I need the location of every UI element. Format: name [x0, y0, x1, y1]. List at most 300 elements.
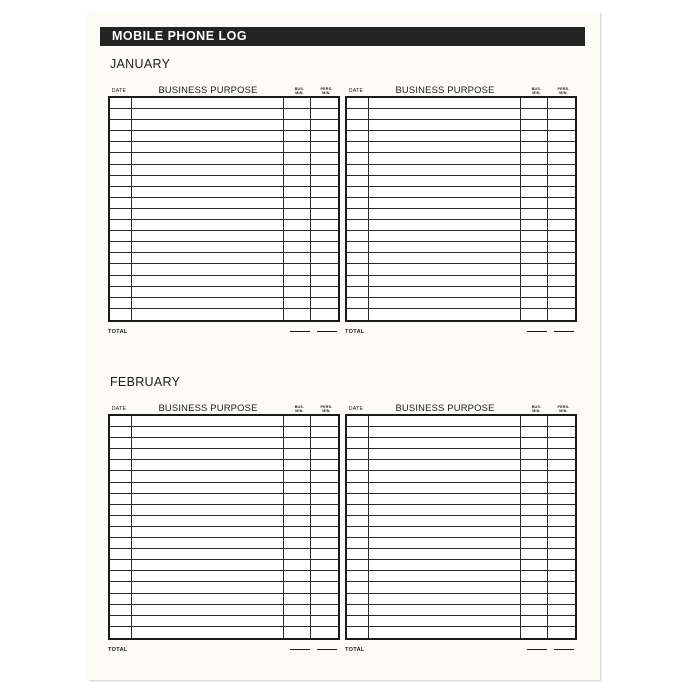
business-purpose-cell[interactable]: [132, 516, 284, 526]
date-cell[interactable]: [110, 505, 132, 515]
pers-min-cell[interactable]: [311, 460, 338, 470]
pers-min-cell[interactable]: [548, 527, 575, 537]
business-purpose-cell[interactable]: [132, 153, 284, 163]
bus-min-cell[interactable]: [284, 109, 311, 119]
business-purpose-cell[interactable]: [132, 594, 284, 604]
pers-min-cell[interactable]: [548, 494, 575, 504]
total-pers-min-blank[interactable]: [313, 649, 340, 650]
pers-min-cell[interactable]: [311, 571, 338, 581]
date-cell[interactable]: [347, 153, 369, 163]
pers-min-cell[interactable]: [311, 209, 338, 219]
date-cell[interactable]: [347, 131, 369, 141]
business-purpose-cell[interactable]: [132, 220, 284, 230]
business-purpose-cell[interactable]: [132, 231, 284, 241]
bus-min-cell[interactable]: [284, 471, 311, 481]
business-purpose-cell[interactable]: [132, 276, 284, 286]
pers-min-cell[interactable]: [311, 494, 338, 504]
pers-min-cell[interactable]: [548, 549, 575, 559]
pers-min-cell[interactable]: [548, 109, 575, 119]
bus-min-cell[interactable]: [521, 165, 548, 175]
bus-min-cell[interactable]: [521, 98, 548, 108]
business-purpose-cell[interactable]: [369, 220, 521, 230]
bus-min-cell[interactable]: [521, 616, 548, 626]
business-purpose-cell[interactable]: [369, 516, 521, 526]
date-cell[interactable]: [110, 120, 132, 130]
business-purpose-cell[interactable]: [132, 616, 284, 626]
total-pers-min-blank[interactable]: [313, 331, 340, 332]
pers-min-cell[interactable]: [311, 109, 338, 119]
pers-min-cell[interactable]: [548, 242, 575, 252]
date-cell[interactable]: [347, 109, 369, 119]
business-purpose-cell[interactable]: [132, 416, 284, 426]
date-cell[interactable]: [110, 298, 132, 308]
bus-min-cell[interactable]: [521, 287, 548, 297]
pers-min-cell[interactable]: [548, 309, 575, 320]
date-cell[interactable]: [347, 594, 369, 604]
pers-min-cell[interactable]: [548, 460, 575, 470]
bus-min-cell[interactable]: [284, 209, 311, 219]
business-purpose-cell[interactable]: [132, 142, 284, 152]
bus-min-cell[interactable]: [521, 582, 548, 592]
business-purpose-cell[interactable]: [369, 198, 521, 208]
pers-min-cell[interactable]: [548, 560, 575, 570]
business-purpose-cell[interactable]: [369, 438, 521, 448]
total-bus-min-blank[interactable]: [286, 331, 313, 332]
bus-min-cell[interactable]: [284, 220, 311, 230]
bus-min-cell[interactable]: [284, 298, 311, 308]
bus-min-cell[interactable]: [284, 516, 311, 526]
date-cell[interactable]: [110, 538, 132, 548]
date-cell[interactable]: [110, 231, 132, 241]
bus-min-cell[interactable]: [284, 187, 311, 197]
bus-min-cell[interactable]: [521, 560, 548, 570]
business-purpose-cell[interactable]: [132, 120, 284, 130]
business-purpose-cell[interactable]: [132, 176, 284, 186]
business-purpose-cell[interactable]: [132, 198, 284, 208]
business-purpose-cell[interactable]: [132, 209, 284, 219]
pers-min-cell[interactable]: [548, 571, 575, 581]
pers-min-cell[interactable]: [311, 438, 338, 448]
bus-min-cell[interactable]: [521, 516, 548, 526]
pers-min-cell[interactable]: [311, 287, 338, 297]
business-purpose-cell[interactable]: [369, 571, 521, 581]
pers-min-cell[interactable]: [548, 220, 575, 230]
date-cell[interactable]: [110, 594, 132, 604]
bus-min-cell[interactable]: [521, 264, 548, 274]
business-purpose-cell[interactable]: [369, 98, 521, 108]
date-cell[interactable]: [110, 438, 132, 448]
bus-min-cell[interactable]: [521, 494, 548, 504]
business-purpose-cell[interactable]: [369, 460, 521, 470]
date-cell[interactable]: [110, 98, 132, 108]
bus-min-cell[interactable]: [284, 483, 311, 493]
business-purpose-cell[interactable]: [132, 287, 284, 297]
date-cell[interactable]: [347, 527, 369, 537]
pers-min-cell[interactable]: [311, 627, 338, 638]
pers-min-cell[interactable]: [311, 594, 338, 604]
business-purpose-cell[interactable]: [369, 616, 521, 626]
date-cell[interactable]: [110, 449, 132, 459]
business-purpose-cell[interactable]: [369, 427, 521, 437]
bus-min-cell[interactable]: [521, 438, 548, 448]
bus-min-cell[interactable]: [284, 309, 311, 320]
bus-min-cell[interactable]: [521, 416, 548, 426]
business-purpose-cell[interactable]: [369, 483, 521, 493]
pers-min-cell[interactable]: [311, 165, 338, 175]
business-purpose-cell[interactable]: [132, 242, 284, 252]
date-cell[interactable]: [110, 582, 132, 592]
business-purpose-cell[interactable]: [132, 109, 284, 119]
bus-min-cell[interactable]: [284, 231, 311, 241]
bus-min-cell[interactable]: [284, 449, 311, 459]
business-purpose-cell[interactable]: [132, 449, 284, 459]
bus-min-cell[interactable]: [521, 176, 548, 186]
bus-min-cell[interactable]: [284, 98, 311, 108]
bus-min-cell[interactable]: [284, 494, 311, 504]
business-purpose-cell[interactable]: [132, 560, 284, 570]
pers-min-cell[interactable]: [311, 538, 338, 548]
date-cell[interactable]: [110, 220, 132, 230]
pers-min-cell[interactable]: [548, 287, 575, 297]
date-cell[interactable]: [110, 460, 132, 470]
date-cell[interactable]: [347, 187, 369, 197]
pers-min-cell[interactable]: [548, 276, 575, 286]
bus-min-cell[interactable]: [284, 627, 311, 638]
business-purpose-cell[interactable]: [132, 131, 284, 141]
date-cell[interactable]: [347, 438, 369, 448]
bus-min-cell[interactable]: [521, 460, 548, 470]
date-cell[interactable]: [347, 582, 369, 592]
date-cell[interactable]: [347, 427, 369, 437]
date-cell[interactable]: [110, 627, 132, 638]
date-cell[interactable]: [347, 198, 369, 208]
business-purpose-cell[interactable]: [132, 582, 284, 592]
date-cell[interactable]: [110, 165, 132, 175]
date-cell[interactable]: [347, 616, 369, 626]
pers-min-cell[interactable]: [311, 142, 338, 152]
pers-min-cell[interactable]: [548, 165, 575, 175]
bus-min-cell[interactable]: [284, 416, 311, 426]
date-cell[interactable]: [110, 494, 132, 504]
date-cell[interactable]: [110, 287, 132, 297]
date-cell[interactable]: [110, 571, 132, 581]
business-purpose-cell[interactable]: [369, 142, 521, 152]
business-purpose-cell[interactable]: [369, 242, 521, 252]
pers-min-cell[interactable]: [548, 187, 575, 197]
date-cell[interactable]: [347, 309, 369, 320]
pers-min-cell[interactable]: [548, 438, 575, 448]
date-cell[interactable]: [110, 242, 132, 252]
total-bus-min-blank[interactable]: [286, 649, 313, 650]
pers-min-cell[interactable]: [311, 298, 338, 308]
pers-min-cell[interactable]: [548, 627, 575, 638]
date-cell[interactable]: [347, 483, 369, 493]
bus-min-cell[interactable]: [284, 264, 311, 274]
total-bus-min-blank[interactable]: [523, 649, 550, 650]
bus-min-cell[interactable]: [521, 131, 548, 141]
date-cell[interactable]: [110, 176, 132, 186]
date-cell[interactable]: [110, 198, 132, 208]
bus-min-cell[interactable]: [521, 109, 548, 119]
business-purpose-cell[interactable]: [369, 153, 521, 163]
bus-min-cell[interactable]: [521, 427, 548, 437]
bus-min-cell[interactable]: [284, 142, 311, 152]
pers-min-cell[interactable]: [311, 264, 338, 274]
pers-min-cell[interactable]: [311, 605, 338, 615]
pers-min-cell[interactable]: [548, 264, 575, 274]
date-cell[interactable]: [110, 549, 132, 559]
bus-min-cell[interactable]: [521, 605, 548, 615]
date-cell[interactable]: [347, 220, 369, 230]
business-purpose-cell[interactable]: [369, 309, 521, 320]
business-purpose-cell[interactable]: [132, 98, 284, 108]
business-purpose-cell[interactable]: [369, 538, 521, 548]
bus-min-cell[interactable]: [284, 287, 311, 297]
bus-min-cell[interactable]: [284, 176, 311, 186]
date-cell[interactable]: [110, 153, 132, 163]
pers-min-cell[interactable]: [311, 220, 338, 230]
business-purpose-cell[interactable]: [369, 209, 521, 219]
bus-min-cell[interactable]: [284, 198, 311, 208]
date-cell[interactable]: [347, 560, 369, 570]
date-cell[interactable]: [347, 549, 369, 559]
pers-min-cell[interactable]: [311, 253, 338, 263]
bus-min-cell[interactable]: [521, 309, 548, 320]
bus-min-cell[interactable]: [284, 165, 311, 175]
bus-min-cell[interactable]: [521, 120, 548, 130]
date-cell[interactable]: [110, 264, 132, 274]
date-cell[interactable]: [347, 231, 369, 241]
date-cell[interactable]: [347, 505, 369, 515]
total-pers-min-blank[interactable]: [550, 331, 577, 332]
date-cell[interactable]: [347, 449, 369, 459]
pers-min-cell[interactable]: [548, 198, 575, 208]
date-cell[interactable]: [110, 187, 132, 197]
pers-min-cell[interactable]: [311, 231, 338, 241]
pers-min-cell[interactable]: [548, 582, 575, 592]
business-purpose-cell[interactable]: [369, 471, 521, 481]
bus-min-cell[interactable]: [521, 276, 548, 286]
pers-min-cell[interactable]: [548, 505, 575, 515]
bus-min-cell[interactable]: [521, 231, 548, 241]
date-cell[interactable]: [110, 253, 132, 263]
bus-min-cell[interactable]: [521, 594, 548, 604]
bus-min-cell[interactable]: [521, 505, 548, 515]
pers-min-cell[interactable]: [548, 538, 575, 548]
date-cell[interactable]: [347, 416, 369, 426]
pers-min-cell[interactable]: [311, 120, 338, 130]
pers-min-cell[interactable]: [311, 276, 338, 286]
date-cell[interactable]: [110, 560, 132, 570]
business-purpose-cell[interactable]: [132, 460, 284, 470]
business-purpose-cell[interactable]: [369, 560, 521, 570]
pers-min-cell[interactable]: [548, 120, 575, 130]
bus-min-cell[interactable]: [521, 483, 548, 493]
business-purpose-cell[interactable]: [369, 527, 521, 537]
pers-min-cell[interactable]: [311, 582, 338, 592]
bus-min-cell[interactable]: [284, 616, 311, 626]
date-cell[interactable]: [347, 516, 369, 526]
pers-min-cell[interactable]: [311, 616, 338, 626]
pers-min-cell[interactable]: [311, 527, 338, 537]
date-cell[interactable]: [347, 120, 369, 130]
pers-min-cell[interactable]: [548, 594, 575, 604]
pers-min-cell[interactable]: [548, 153, 575, 163]
pers-min-cell[interactable]: [548, 416, 575, 426]
date-cell[interactable]: [347, 571, 369, 581]
bus-min-cell[interactable]: [521, 449, 548, 459]
pers-min-cell[interactable]: [548, 616, 575, 626]
business-purpose-cell[interactable]: [369, 494, 521, 504]
pers-min-cell[interactable]: [311, 416, 338, 426]
date-cell[interactable]: [110, 483, 132, 493]
pers-min-cell[interactable]: [311, 187, 338, 197]
pers-min-cell[interactable]: [311, 505, 338, 515]
date-cell[interactable]: [347, 142, 369, 152]
business-purpose-cell[interactable]: [132, 571, 284, 581]
business-purpose-cell[interactable]: [369, 165, 521, 175]
bus-min-cell[interactable]: [521, 527, 548, 537]
bus-min-cell[interactable]: [284, 549, 311, 559]
date-cell[interactable]: [347, 605, 369, 615]
pers-min-cell[interactable]: [548, 209, 575, 219]
bus-min-cell[interactable]: [521, 220, 548, 230]
bus-min-cell[interactable]: [284, 560, 311, 570]
date-cell[interactable]: [347, 494, 369, 504]
business-purpose-cell[interactable]: [369, 449, 521, 459]
date-cell[interactable]: [110, 142, 132, 152]
pers-min-cell[interactable]: [311, 176, 338, 186]
bus-min-cell[interactable]: [284, 605, 311, 615]
bus-min-cell[interactable]: [284, 153, 311, 163]
date-cell[interactable]: [347, 287, 369, 297]
date-cell[interactable]: [347, 460, 369, 470]
pers-min-cell[interactable]: [548, 483, 575, 493]
business-purpose-cell[interactable]: [132, 483, 284, 493]
pers-min-cell[interactable]: [311, 131, 338, 141]
date-cell[interactable]: [110, 616, 132, 626]
date-cell[interactable]: [347, 276, 369, 286]
date-cell[interactable]: [347, 253, 369, 263]
business-purpose-cell[interactable]: [369, 253, 521, 263]
pers-min-cell[interactable]: [311, 98, 338, 108]
bus-min-cell[interactable]: [284, 582, 311, 592]
pers-min-cell[interactable]: [548, 176, 575, 186]
pers-min-cell[interactable]: [548, 605, 575, 615]
date-cell[interactable]: [347, 98, 369, 108]
bus-min-cell[interactable]: [284, 131, 311, 141]
bus-min-cell[interactable]: [521, 242, 548, 252]
bus-min-cell[interactable]: [521, 142, 548, 152]
pers-min-cell[interactable]: [311, 516, 338, 526]
business-purpose-cell[interactable]: [132, 538, 284, 548]
business-purpose-cell[interactable]: [369, 187, 521, 197]
bus-min-cell[interactable]: [521, 253, 548, 263]
pers-min-cell[interactable]: [548, 516, 575, 526]
date-cell[interactable]: [347, 471, 369, 481]
pers-min-cell[interactable]: [311, 153, 338, 163]
bus-min-cell[interactable]: [284, 438, 311, 448]
business-purpose-cell[interactable]: [132, 627, 284, 638]
bus-min-cell[interactable]: [521, 549, 548, 559]
bus-min-cell[interactable]: [284, 253, 311, 263]
business-purpose-cell[interactable]: [132, 438, 284, 448]
pers-min-cell[interactable]: [311, 549, 338, 559]
business-purpose-cell[interactable]: [369, 120, 521, 130]
pers-min-cell[interactable]: [311, 427, 338, 437]
pers-min-cell[interactable]: [548, 142, 575, 152]
date-cell[interactable]: [110, 131, 132, 141]
bus-min-cell[interactable]: [521, 627, 548, 638]
date-cell[interactable]: [347, 627, 369, 638]
business-purpose-cell[interactable]: [369, 276, 521, 286]
pers-min-cell[interactable]: [548, 98, 575, 108]
bus-min-cell[interactable]: [284, 571, 311, 581]
business-purpose-cell[interactable]: [369, 505, 521, 515]
business-purpose-cell[interactable]: [132, 298, 284, 308]
business-purpose-cell[interactable]: [369, 298, 521, 308]
business-purpose-cell[interactable]: [132, 309, 284, 320]
pers-min-cell[interactable]: [311, 309, 338, 320]
business-purpose-cell[interactable]: [132, 605, 284, 615]
date-cell[interactable]: [110, 309, 132, 320]
business-purpose-cell[interactable]: [369, 594, 521, 604]
bus-min-cell[interactable]: [284, 594, 311, 604]
date-cell[interactable]: [110, 605, 132, 615]
business-purpose-cell[interactable]: [132, 494, 284, 504]
business-purpose-cell[interactable]: [132, 505, 284, 515]
total-bus-min-blank[interactable]: [523, 331, 550, 332]
pers-min-cell[interactable]: [311, 560, 338, 570]
date-cell[interactable]: [110, 527, 132, 537]
bus-min-cell[interactable]: [284, 427, 311, 437]
bus-min-cell[interactable]: [284, 538, 311, 548]
date-cell[interactable]: [110, 276, 132, 286]
business-purpose-cell[interactable]: [132, 471, 284, 481]
bus-min-cell[interactable]: [284, 276, 311, 286]
bus-min-cell[interactable]: [284, 120, 311, 130]
pers-min-cell[interactable]: [548, 471, 575, 481]
pers-min-cell[interactable]: [548, 253, 575, 263]
date-cell[interactable]: [347, 264, 369, 274]
business-purpose-cell[interactable]: [369, 176, 521, 186]
bus-min-cell[interactable]: [521, 471, 548, 481]
business-purpose-cell[interactable]: [132, 527, 284, 537]
date-cell[interactable]: [347, 176, 369, 186]
date-cell[interactable]: [347, 538, 369, 548]
total-pers-min-blank[interactable]: [550, 649, 577, 650]
pers-min-cell[interactable]: [548, 298, 575, 308]
bus-min-cell[interactable]: [284, 505, 311, 515]
business-purpose-cell[interactable]: [132, 427, 284, 437]
pers-min-cell[interactable]: [311, 483, 338, 493]
business-purpose-cell[interactable]: [132, 165, 284, 175]
pers-min-cell[interactable]: [311, 198, 338, 208]
business-purpose-cell[interactable]: [369, 416, 521, 426]
business-purpose-cell[interactable]: [369, 264, 521, 274]
date-cell[interactable]: [110, 471, 132, 481]
pers-min-cell[interactable]: [311, 449, 338, 459]
date-cell[interactable]: [347, 209, 369, 219]
date-cell[interactable]: [347, 165, 369, 175]
date-cell[interactable]: [110, 416, 132, 426]
bus-min-cell[interactable]: [521, 198, 548, 208]
business-purpose-cell[interactable]: [369, 287, 521, 297]
business-purpose-cell[interactable]: [132, 549, 284, 559]
bus-min-cell[interactable]: [284, 527, 311, 537]
business-purpose-cell[interactable]: [369, 131, 521, 141]
business-purpose-cell[interactable]: [132, 253, 284, 263]
